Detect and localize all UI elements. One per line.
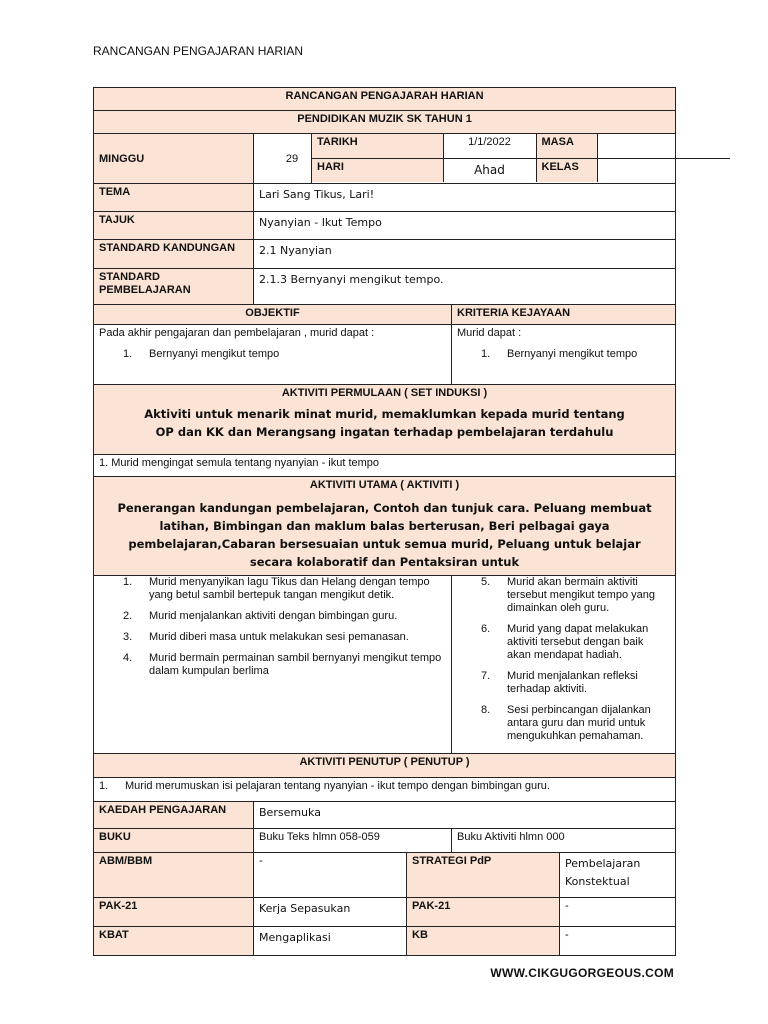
kaedah-label: KAEDAH PENGAJARAN [94, 802, 254, 829]
kriteria-label: KRITERIA KEJAYAAN [452, 305, 676, 325]
kelas-label: KELAS [536, 158, 597, 182]
list-item: 8. Sesi perbincangan dijalankan antara guru dan murid untuk mengukuhkan pemahaman. [481, 704, 651, 742]
kb-value: - [560, 927, 676, 956]
utama-label: AKTIVITI UTAMA ( AKTIVITI ) [309, 479, 460, 491]
pak21-right-value: - [560, 898, 676, 927]
document-title: RANCANGAN PENGAJARAN HARIAN [93, 44, 304, 58]
buku-aktiviti: Buku Aktiviti hlmn 000 [452, 829, 676, 853]
kriteria-cell [452, 325, 676, 385]
sk-row [94, 240, 676, 269]
utama-right-cell [452, 576, 676, 754]
utama-items-row [94, 576, 676, 754]
sp-label: STANDARD PEMBELAJARAN [94, 269, 254, 305]
pak21-right-label: PAK-21 [407, 898, 560, 927]
list-item: 2. Murid menjalankan aktiviti dengan bimbingan guru. [123, 610, 398, 622]
list-item: 3. Murid diberi masa untuk melakukan sesi pemanasan. [123, 631, 409, 643]
list-item: 1. Bernyanyi mengikut tempo [123, 348, 280, 360]
masa-label: MASA [536, 134, 597, 158]
hari-label: HARI [312, 158, 443, 182]
utama-row [94, 477, 676, 576]
kbat-value: Mengaplikasi [254, 927, 407, 956]
objektif-intro: Pada akhir pengajaran dan pembelajaran , murid dapat : [99, 327, 375, 339]
permulaan-item-row [94, 455, 676, 477]
permulaan-label: AKTIVITI PERMULAAN ( SET INDUKSI ) [281, 387, 488, 399]
abm-value: - [254, 853, 407, 898]
permulaan-item: 1. Murid mengingat semula tentang nyanyian - ikut tempo [94, 455, 676, 477]
penutup-item-row [94, 778, 676, 802]
utama-cell [94, 477, 676, 576]
pak-row [94, 898, 676, 927]
list-item: 4. Murid bermain permainan sambil bernyanyi mengikut tempo dalam kumpulan berlima [123, 652, 442, 677]
buku-row [94, 829, 676, 853]
kriteria-intro: Murid dapat : [457, 327, 522, 339]
list-item: 1. Murid menyanyikan lagu Tikus dan Helang dengan tempo yang betul sambil bertepuk tangan mengikut detik. [123, 576, 430, 601]
objektif-row [94, 325, 676, 385]
tarikh-value: 1/1/2022 [443, 134, 536, 158]
list-item: 1. Bernyanyi mengikut tempo [481, 348, 638, 360]
permulaan-row [94, 385, 676, 455]
subject-title: PENDIDIKAN MUZIK SK TAHUN 1 [94, 111, 676, 134]
penutup-label: AKTIVITI PENUTUP ( PENUTUP ) [94, 754, 676, 778]
kbat-row [94, 927, 676, 956]
list-item: 5. Murid akan bermain aktiviti tersebut mengikut tempo yang dimainkan oleh guru. [481, 576, 655, 614]
strategi-value: Pembelajaran Konstektual [560, 853, 676, 898]
minggu-label: MINGGU [94, 134, 254, 184]
plan-title-row [94, 88, 676, 111]
strategi-label: STRATEGI PdP [407, 853, 560, 898]
sp-row [94, 269, 676, 305]
kb-label: KB [407, 927, 560, 956]
minggu-value: 29 [254, 134, 312, 184]
footer-website: WWW.CIKGUGORGEOUS.COM [490, 966, 674, 980]
date-grid [312, 134, 676, 184]
tajuk-label: TAJUK [94, 212, 254, 240]
tema-value: Lari Sang Tikus, Lari! [254, 184, 676, 212]
list-item: 1. Murid merumuskan isi pelajaran tentang nyanyian - ikut tempo dengan bimbingan guru. [99, 780, 550, 792]
sp-value: 2.1.3 Bernyanyi mengikut tempo. [254, 269, 676, 305]
list-item: 7. Murid menjalankan refleksi terhadap aktiviti. [481, 670, 638, 695]
permulaan-cell [94, 385, 676, 455]
tema-label: TEMA [94, 184, 254, 212]
list-item: 6. Murid yang dapat melakukan aktiviti tersebut dengan baik akan mendapat hadiah. [481, 623, 649, 661]
kbat-label: KBAT [94, 927, 254, 956]
tarikh-label: TARIKH [312, 134, 443, 158]
objektif-header-row [94, 305, 676, 325]
kaedah-row [94, 802, 676, 829]
objektif-cell [94, 325, 452, 385]
kelas-value [597, 158, 730, 182]
abm-row [94, 853, 676, 898]
kaedah-value: Bersemuka [254, 802, 676, 829]
pak21-value: Kerja Sepasukan [254, 898, 407, 927]
objektif-label: OBJEKTIF [94, 305, 452, 325]
sk-label: STANDARD KANDUNGAN [94, 240, 254, 269]
abm-label: ABM/BBM [94, 853, 254, 898]
lesson-plan-table [93, 87, 676, 956]
tema-row [94, 184, 676, 212]
hari-value: Ahad [443, 158, 536, 182]
penutup-item [94, 778, 676, 802]
masa-value [597, 134, 730, 158]
permulaan-description: Aktiviti untuk menarik minat murid, memaklumkan kepada murid tentang OP dan KK dan Merangsang ingatan terhadap pembelajaran terdahulu [144, 407, 625, 439]
penutup-header-row [94, 754, 676, 778]
tajuk-row [94, 212, 676, 240]
buku-label: BUKU [94, 829, 254, 853]
minggu-row [94, 134, 676, 184]
tajuk-value: Nyanyian - Ikut Tempo [254, 212, 676, 240]
buku-teks: Buku Teks hlmn 058-059 [254, 829, 452, 853]
plan-title: RANCANGAN PENGAJARAH HARIAN [94, 88, 676, 111]
subject-row [94, 111, 676, 134]
pak21-label: PAK-21 [94, 898, 254, 927]
utama-description: Penerangan kandungan pembelajaran, Contoh dan tunjuk cara. Peluang membuat latihan, Bimbingan dan maklum balas berterusan, Beri pelbagai gaya pembelajaran,Cabaran bersesuaian untuk semua murid, Peluang untuk belajar secara kolaboratif dan Pentaksiran untuk [117, 501, 652, 569]
utama-left-cell [94, 576, 452, 754]
sk-value: 2.1 Nyanyian [254, 240, 676, 269]
